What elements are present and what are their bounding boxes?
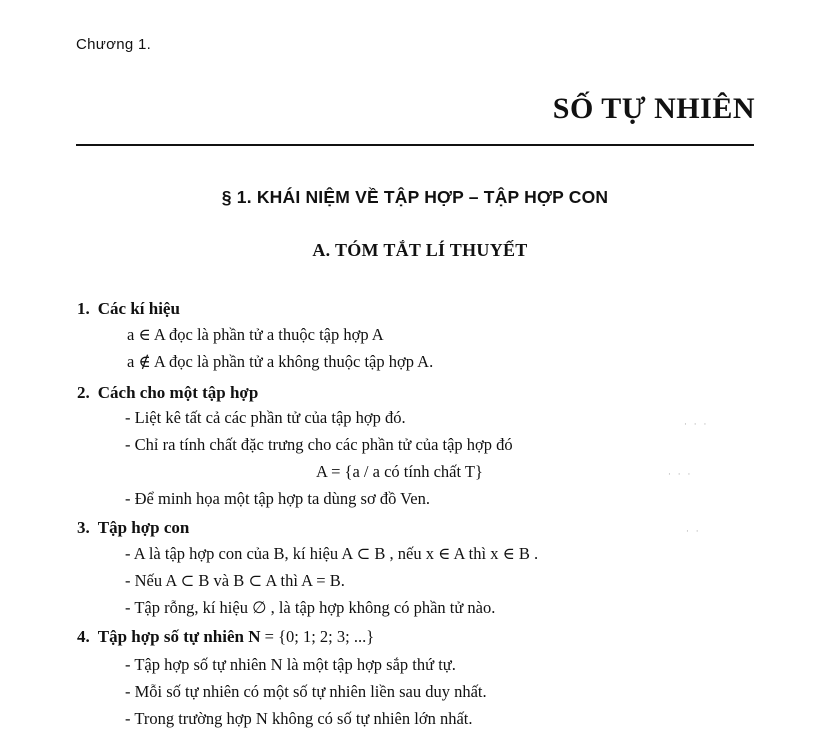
item-2-formula: A = {a / a có tính chất T}: [316, 462, 483, 481]
item-2-line-4: - Để minh họa một tập hợp ta dùng sơ đồ Ven.: [125, 489, 430, 508]
item-heading-text: Tập hợp con: [97, 518, 190, 537]
item-1-heading: [77, 299, 180, 319]
scan-speck: · · ·: [684, 420, 709, 430]
chapter-title: SỐ TỰ NHIÊN: [552, 92, 755, 125]
item-heading-text: Cách cho một tập hợp: [97, 383, 259, 402]
item-4-line-3: - Trong trường hợp N không có số tự nhiên lớn nhất.: [125, 709, 473, 728]
item-4-heading: [77, 627, 374, 647]
item-2-line-2: - Chỉ ra tính chất đặc trưng cho các phần tử của tập hợp đó: [125, 435, 513, 454]
scan-speck: · · ·: [668, 470, 693, 480]
scan-speck: · ·: [686, 527, 701, 537]
item-number: 2.: [77, 383, 90, 402]
item-2-heading: [77, 383, 258, 403]
item-number: 3.: [77, 518, 90, 537]
item-3-line-3: - Tập rỗng, kí hiệu ∅ , là tập hợp không có phần tử nào.: [125, 598, 496, 617]
item-4-line-2: - Mỗi số tự nhiên có một số tự nhiên liền sau duy nhất.: [125, 682, 487, 701]
item-number: 1.: [77, 299, 90, 318]
item-heading-suffix: = {0; 1; 2; 3; ...}: [260, 627, 375, 646]
item-1-line-2: a ∉ A đọc là phần tử a không thuộc tập hợp A.: [127, 352, 434, 371]
subsection-title: A. TÓM TẮT LÍ THUYẾT: [312, 240, 528, 260]
chapter-label: Chương 1.: [76, 36, 152, 53]
item-3-heading: [77, 518, 189, 538]
section-title: § 1. KHÁI NIỆM VỀ TẬP HỢP – TẬP HỢP CON: [221, 187, 609, 207]
item-heading-text: Tập hợp số tự nhiên N: [97, 627, 261, 646]
item-number: 4.: [77, 627, 90, 646]
item-2-line-1: - Liệt kê tất cả các phần tử của tập hợp đó.: [125, 408, 406, 427]
title-rule: [76, 144, 754, 146]
item-3-line-1: - A là tập hợp con của B, kí hiệu A ⊂ B , nếu x ∈ A thì x ∈ B .: [125, 544, 539, 563]
item-4-line-1: - Tập hợp số tự nhiên N là một tập hợp sắp thứ tự.: [125, 655, 456, 674]
item-3-line-2: - Nếu A ⊂ B và B ⊂ A thì A = B.: [125, 571, 345, 590]
item-heading-text: Các kí hiệu: [97, 299, 180, 318]
item-1-line-1: a ∈ A đọc là phần tử a thuộc tập hợp A: [127, 325, 384, 344]
